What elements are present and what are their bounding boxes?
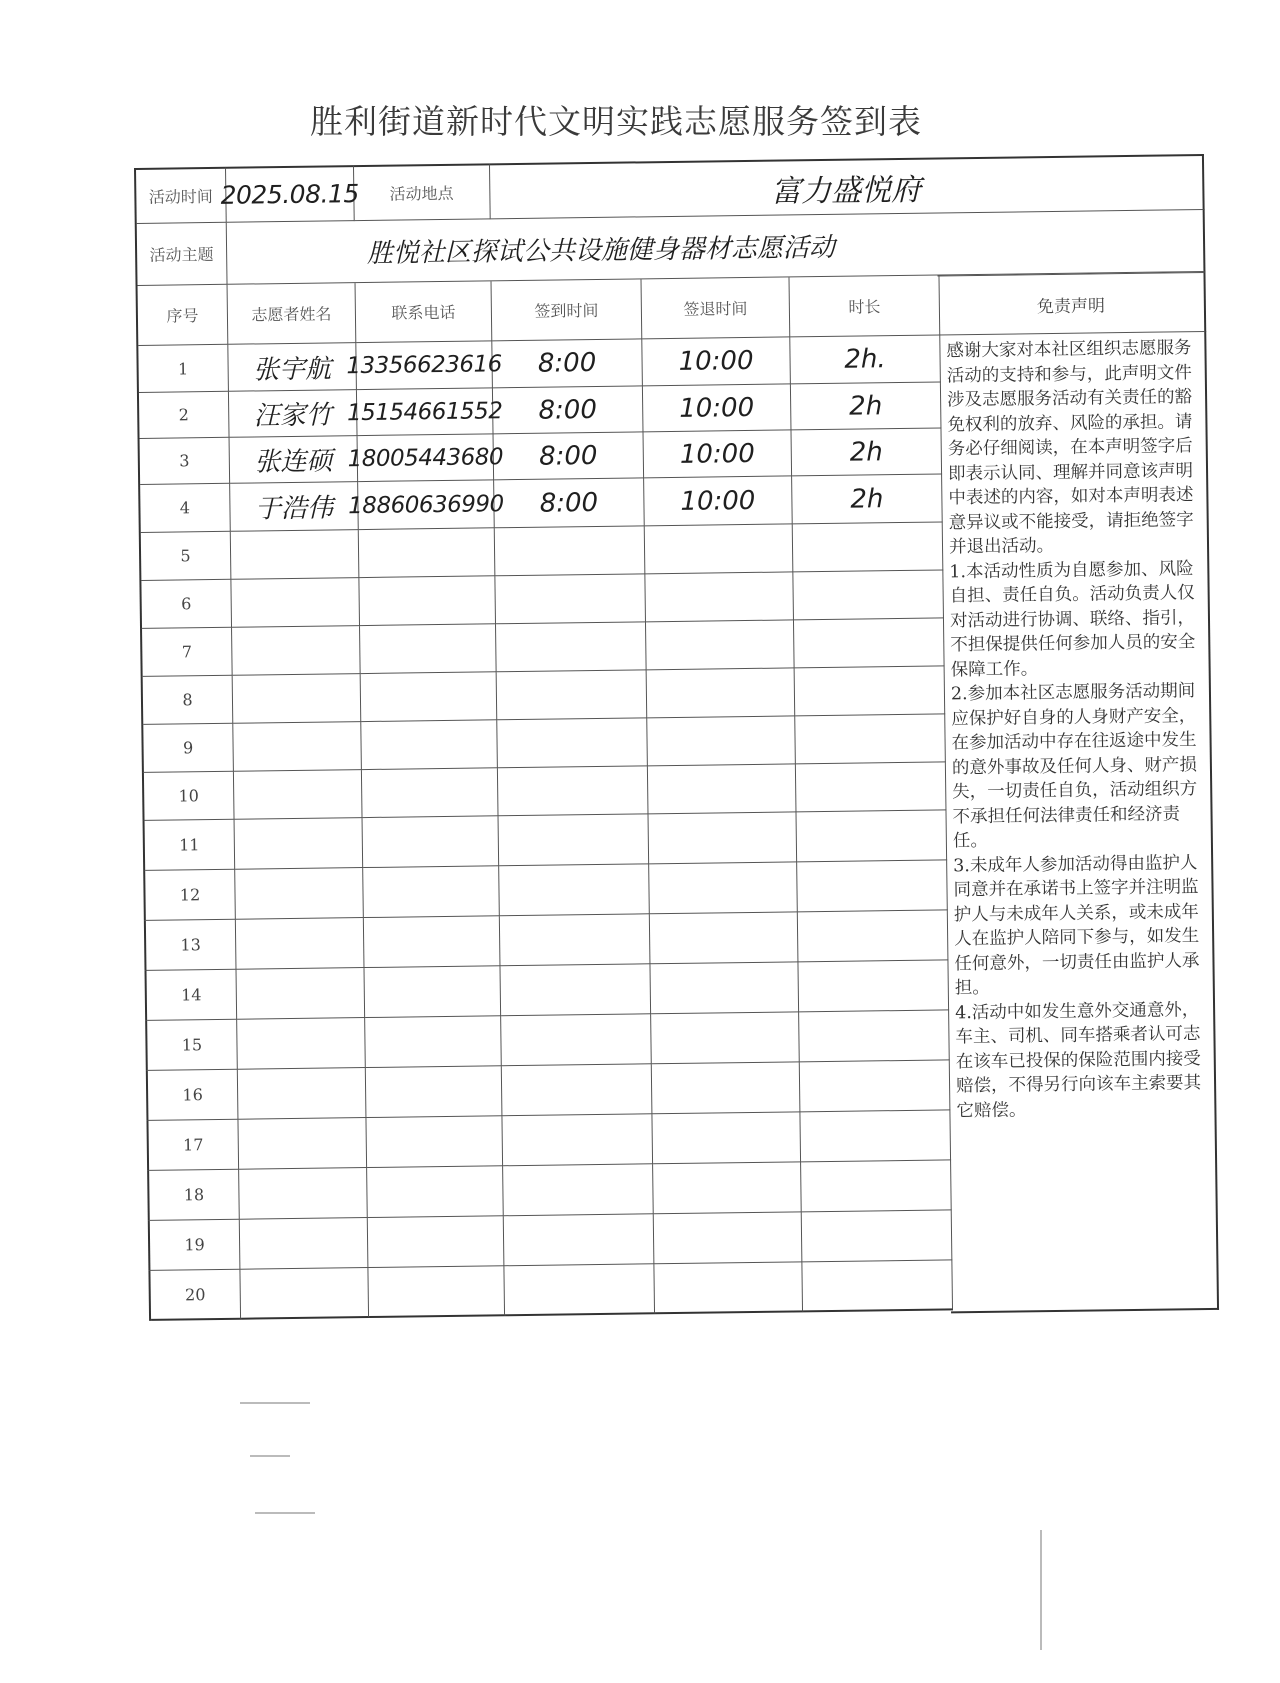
cell-name [235, 818, 364, 870]
cell-sign-in [497, 670, 648, 720]
cell-seq: 8 [143, 676, 234, 725]
cell-phone [363, 866, 500, 918]
cell-sign-out [650, 962, 799, 1014]
cell-sign-out [654, 1212, 803, 1264]
cell-phone: 13356623616 [356, 341, 493, 390]
cell-sign-in [503, 1164, 654, 1216]
cell-sign-out [654, 1262, 803, 1314]
cell-phone [360, 624, 497, 674]
cell-duration [795, 666, 946, 716]
cell-duration [793, 570, 944, 620]
cell-seq: 15 [147, 1020, 238, 1071]
disclaimer-item-2: 2.参加本社区志愿服务活动期间应保护好自身的人身财产安全，在参加活动中存在往返途中发生的意外事故及任何人身、财产损失，一切责任自负，活动组织方不承担任何法律责任和经济责任。 [950, 681, 1198, 852]
cell-name [235, 868, 364, 920]
cell-name [236, 918, 365, 970]
cell-sign-in [500, 964, 651, 1016]
scan-speck [1040, 1530, 1042, 1650]
time-value: 2025.08.15 [226, 165, 355, 223]
cell-duration: 2h [791, 382, 942, 430]
cell-phone [365, 1016, 502, 1068]
cell-sign-out [650, 912, 799, 964]
disclaimer-item-1: 1.本活动性质为自愿参加、风险自担、责任自负。活动负责人仅对活动进行协调、联络、指引，不担保提供任何参加人员的安全保障工作。 [949, 558, 1196, 680]
sign-in-sheet [134, 154, 1219, 1321]
cell-duration [798, 910, 949, 962]
col-sign-in: 签到时间 [492, 279, 643, 341]
cell-name: 张连硕 [230, 436, 359, 484]
cell-duration [802, 1210, 953, 1262]
cell-name [239, 1168, 368, 1220]
cell-sign-out: 10:00 [642, 337, 791, 386]
cell-seq: 14 [147, 970, 238, 1021]
cell-phone [366, 1066, 503, 1118]
cell-seq: 13 [146, 920, 237, 971]
cell-sign-in [499, 814, 650, 866]
cell-sign-in [499, 864, 650, 916]
cell-phone [368, 1266, 505, 1318]
cell-phone [366, 1116, 503, 1168]
cell-sign-in [501, 1014, 652, 1066]
cell-sign-out [647, 716, 796, 766]
cell-seq: 11 [145, 820, 236, 871]
cell-name [237, 968, 366, 1020]
cell-name [238, 1068, 367, 1120]
cell-sign-in [498, 766, 649, 816]
cell-phone: 18860636990 [358, 480, 495, 530]
place-value: 富力盛悦府 [490, 154, 1205, 219]
cell-phone [364, 966, 501, 1018]
cell-seq: 9 [143, 724, 234, 773]
cell-sign-in: 8:00 [492, 339, 643, 388]
cell-duration [801, 1160, 952, 1212]
cell-duration [795, 714, 946, 764]
disclaimer-item-4: 4.活动中如发生意外交通意外，车主、司机、同车搭乘者认可志在该车已投保的保险范围内接受赔偿，不得另行向该车主索要其它赔偿。 [954, 999, 1202, 1121]
cell-seq: 1 [138, 345, 229, 393]
cell-seq: 17 [148, 1120, 239, 1171]
cell-name: 于浩伟 [230, 482, 359, 532]
cell-phone [359, 528, 496, 578]
cell-sign-in: 8:00 [494, 432, 645, 480]
cell-phone [361, 720, 498, 770]
cell-seq: 18 [149, 1170, 240, 1221]
cell-duration [794, 618, 945, 668]
cell-sign-out: 10:00 [644, 430, 793, 478]
cell-sign-out [647, 668, 796, 718]
cell-seq: 19 [150, 1220, 241, 1271]
cell-seq: 10 [144, 772, 235, 821]
cell-name [238, 1118, 367, 1170]
cell-seq: 2 [139, 392, 230, 439]
cell-duration [797, 860, 948, 912]
cell-name [233, 674, 362, 724]
cell-name [240, 1268, 369, 1320]
scan-speck [250, 1455, 290, 1457]
cell-duration [800, 1110, 951, 1162]
cell-duration [799, 1010, 950, 1062]
cell-seq: 7 [142, 628, 233, 677]
cell-name: 张宇航 [228, 343, 357, 392]
disclaimer-body [938, 332, 1219, 1313]
theme-value: 胜悦社区探试公共设施健身器材志愿活动 [227, 210, 1206, 285]
cell-seq: 16 [148, 1070, 239, 1121]
cell-duration: 2h [791, 428, 942, 476]
cell-duration: 2h [792, 474, 943, 524]
cell-sign-out [649, 862, 798, 914]
cell-sign-out [645, 524, 794, 574]
cell-duration [800, 1060, 951, 1112]
cell-phone [367, 1166, 504, 1218]
col-seq: 序号 [138, 285, 229, 346]
disclaimer-header: 免责声明 [937, 272, 1206, 336]
cell-duration: 2h. [790, 335, 941, 384]
cell-seq: 5 [141, 532, 232, 581]
cell-sign-in [500, 914, 651, 966]
cell-phone [368, 1216, 505, 1268]
cell-seq: 20 [150, 1270, 241, 1321]
cell-seq: 12 [145, 870, 236, 921]
cell-name [231, 578, 360, 628]
cell-sign-in [504, 1214, 655, 1266]
cell-name: 汪家竹 [229, 390, 358, 438]
scan-speck [240, 1402, 310, 1404]
place-label: 活动地点 [354, 163, 490, 221]
cell-sign-in: 8:00 [493, 386, 644, 434]
scan-speck [255, 1512, 315, 1514]
cell-sign-out [651, 1012, 800, 1064]
col-duration: 时长 [789, 275, 940, 337]
cell-name [232, 626, 361, 676]
time-label: 活动时间 [136, 167, 227, 224]
cell-sign-in [502, 1064, 653, 1116]
col-sign-out: 签退时间 [642, 277, 791, 339]
disclaimer-item-3: 3.未成年人参加活动得由监护人同意并在承诺书上签字并注明监护人与未成年人关系，或未成年人在监护人陪同下参与，如发生任何意外，一切责任由监护人承担。 [953, 852, 1200, 999]
cell-seq: 6 [141, 580, 232, 629]
cell-sign-out: 10:00 [644, 476, 793, 526]
col-name: 志愿者姓名 [228, 283, 357, 345]
cell-sign-out [652, 1112, 801, 1164]
page-title: 胜利街道新时代文明实践志愿服务签到表 [310, 102, 922, 141]
cell-sign-in [496, 622, 647, 672]
cell-name [240, 1218, 369, 1270]
cell-sign-out [649, 812, 798, 864]
cell-phone [362, 768, 499, 818]
cell-phone [361, 672, 498, 722]
cell-name [234, 770, 363, 820]
cell-sign-out [646, 620, 795, 670]
cell-sign-in [495, 574, 646, 624]
cell-seq: 3 [140, 438, 231, 485]
theme-label: 活动主题 [137, 223, 228, 286]
cell-sign-in [504, 1264, 655, 1316]
cell-phone: 18005443680 [358, 434, 495, 482]
cell-name [233, 722, 362, 772]
cell-sign-in [495, 526, 646, 576]
cell-seq: 4 [140, 484, 231, 533]
cell-sign-out [652, 1062, 801, 1114]
col-phone: 联系电话 [356, 281, 493, 343]
cell-duration [793, 522, 944, 572]
cell-phone [364, 916, 501, 968]
cell-sign-out [645, 572, 794, 622]
cell-phone [363, 816, 500, 868]
cell-sign-out [653, 1162, 802, 1214]
cell-duration [798, 960, 949, 1012]
cell-name [237, 1018, 366, 1070]
cell-phone: 15154661552 [357, 388, 494, 436]
cell-sign-in [502, 1114, 653, 1166]
cell-sign-out [648, 764, 797, 814]
cell-duration [802, 1260, 953, 1312]
disclaimer-intro: 感谢大家对本社区组织志愿服务活动的支持和参与，此声明文件涉及志愿服务活动有关责任的豁免权利的放弃、风险的承担。请务必仔细阅读，在本声明签字后即表示认同、理解并同意该声明中表述的内容，如对本声明表述意异议或不能接受，请拒绝签字并退出活动。 [946, 338, 1194, 558]
cell-name [231, 530, 360, 580]
cell-duration [796, 810, 947, 862]
cell-phone [359, 576, 496, 626]
cell-duration [796, 762, 947, 812]
cell-sign-in [497, 718, 648, 768]
cell-sign-out: 10:00 [643, 384, 792, 432]
cell-sign-in: 8:00 [494, 478, 645, 528]
